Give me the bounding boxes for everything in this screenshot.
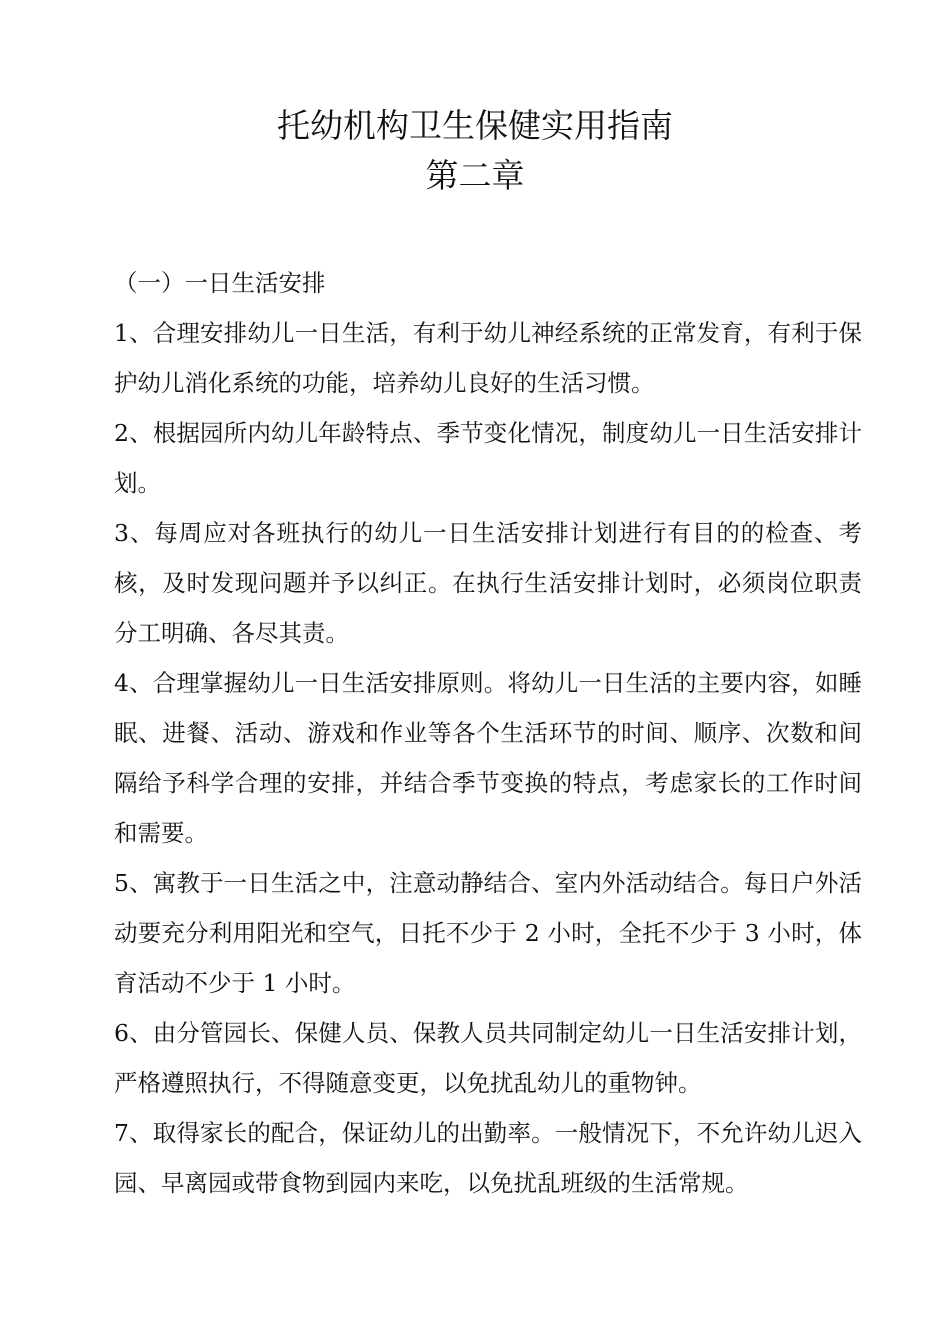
document-title: 托幼机构卫生保健实用指南 [277,106,673,145]
section-heading: （一）一日生活安排 [114,269,326,297]
paragraph-4: 4、合理掌握幼儿一日生活安排原则。将幼儿一日生活的主要内容，如睡眠、进餐、活动、游戏和作业等各个生活环节的时间、顺序、次数和间隔给予科学合理的安排，并结合季节变换的特点，考虑家长的工作时间和需要。 [114,669,862,847]
paragraph-1: 1、合理安排幼儿一日生活，有利于幼儿神经系统的正常发育，有利于保护幼儿消化系统的功能，培养幼儿良好的生活习惯。 [114,319,862,397]
paragraph-7: 7、取得家长的配合，保证幼儿的出勤率。一般情况下，不允许幼儿迟入园、早离园或带食物到园内来吃，以免扰乱班级的生活常规。 [114,1119,862,1197]
paragraph-5: 5、寓教于一日生活之中，注意动静结合、室内外活动结合。每日户外活动要充分利用阳光和空气，日托不少于 2 小时，全托不少于 3 小时，体育活动不少于 1 小时。 [114,869,862,997]
chapter-title: 第二章 [425,156,525,195]
paragraph-2: 2、根据园所内幼儿年龄特点、季节变化情况，制度幼儿一日生活安排计划。 [114,419,862,497]
paragraph-6: 6、由分管园长、保健人员、保教人员共同制定幼儿一日生活安排计划，严格遵照执行，不得随意变更，以免扰乱幼儿的重物钟。 [114,1019,862,1097]
document-body [114,258,862,1208]
paragraph-3: 3、每周应对各班执行的幼儿一日生活安排计划进行有目的的检查、考核，及时发现问题并予以纠正。在执行生活安排计划时，必须岗位职责分工明确、各尽其责。 [114,519,862,647]
